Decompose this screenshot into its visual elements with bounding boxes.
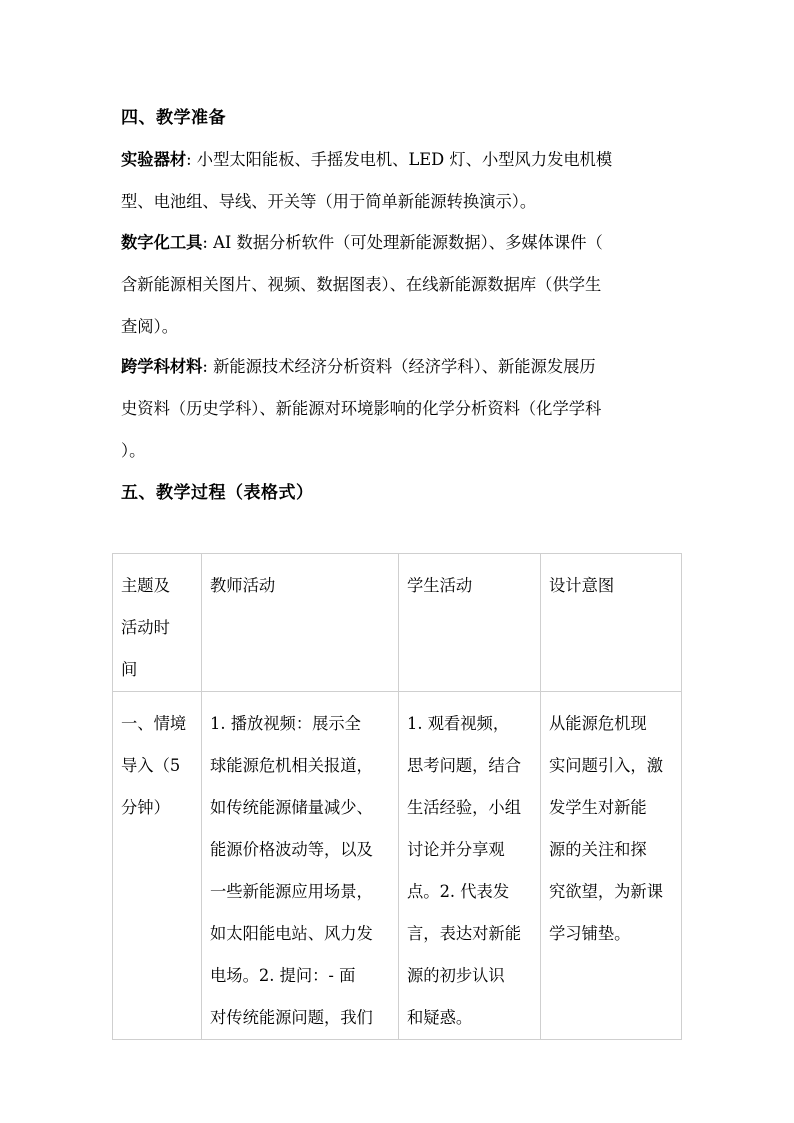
text-line: 查阅）。	[121, 317, 178, 336]
header-cell-design-intent: 设计意图	[541, 554, 682, 692]
text-line: 数字化工具: AI 数据分析软件（可处理新能源数据）、多媒体课件（	[121, 233, 603, 252]
paragraph-cross-discipline-materials	[121, 346, 681, 472]
text-line: 跨学科材料: 新能源技术经济分析资料（经济学科）、新能源发展历	[121, 357, 596, 376]
cell-design-intent: 从能源危机现 实问题引入，激 发学生对新能 源的关注和探 究欲望，为新课 学习铺垫。	[541, 692, 682, 1040]
label-digital-tools: 数字化工具	[121, 233, 203, 252]
paragraph-digital-tools	[121, 222, 681, 348]
header-cell-teacher-activity: 教师活动	[202, 554, 399, 692]
header-cell-student-activity: 学生活动	[399, 554, 541, 692]
header-cell-topic-time: 主题及 活动时 间	[113, 554, 202, 692]
text-line: 史资料（历史学科）、新能源对环境影响的化学分析资料（化学学科	[121, 399, 602, 418]
teaching-process-table	[112, 553, 682, 1040]
text-line: 型、电池组、导线、开关等（用于简单新能源转换演示）。	[121, 192, 537, 211]
text-line: 实验器材: 小型太阳能板、手摇发电机、LED 灯、小型风力发电机模	[121, 150, 613, 169]
table-row	[113, 692, 682, 1040]
paragraph-experiment-materials	[121, 139, 681, 223]
label-cross-discipline: 跨学科材料	[121, 357, 203, 376]
text-line: 含新能源相关图片、视频、数据图表）、在线新能源数据库（供学生	[121, 275, 602, 294]
cell-teacher-activity: 1. 播放视频：展示全 球能源危机相关报道， 如传统能源储量减少、 能源价格波动等，以及 一些新能源应用场景， 如太阳能电站、风力发 电场。2. 提问：- 面 对传统能源问题，我们	[202, 692, 399, 1040]
cell-student-activity: 1. 观看视频， 思考问题，结合 生活经验，小组 讨论并分享观 点。2. 代表发 言，表达对新能 源的初步认识 和疑惑。	[399, 692, 541, 1040]
text-line: ）。	[121, 441, 146, 460]
section-heading-teaching-preparation: 四、教学准备	[121, 108, 226, 128]
table-header-row	[113, 554, 682, 692]
cell-topic: 一、情境 导入（5 分钟）	[113, 692, 202, 1040]
label-experiment-materials: 实验器材	[121, 150, 187, 169]
section-heading-teaching-process: 五、教学过程（表格式）	[121, 483, 314, 503]
